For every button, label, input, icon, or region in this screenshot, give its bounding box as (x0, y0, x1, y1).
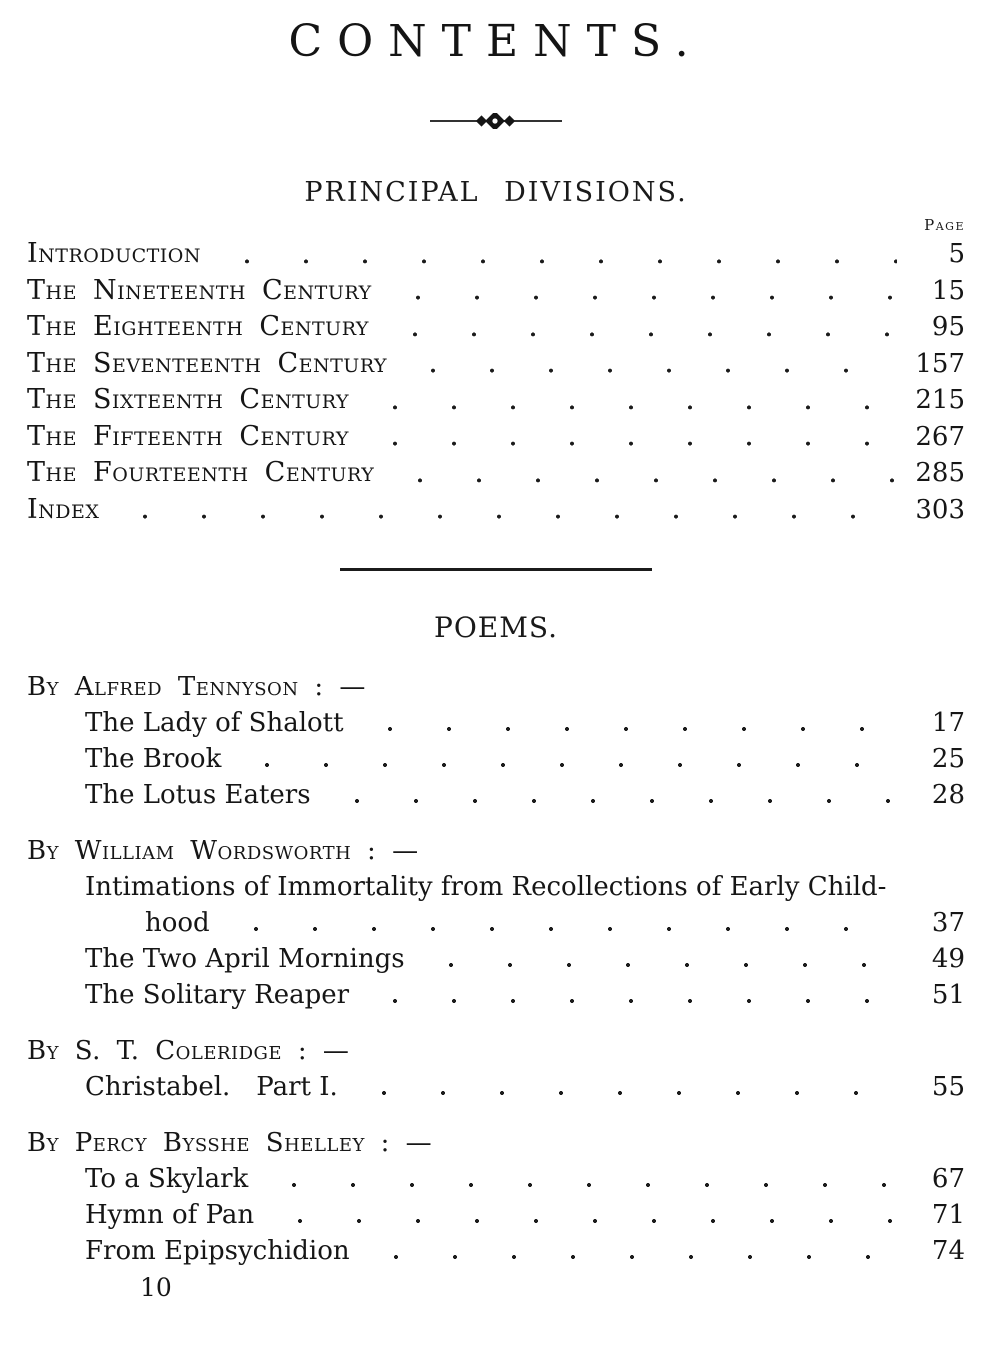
division-title: The Seventeenth Century (27, 347, 388, 379)
poem-page-number: 28 (931, 780, 965, 810)
dot-leader (217, 236, 897, 273)
poem-author: By Percy Bysshe Shelley : — (27, 1128, 433, 1158)
division-title: The Fourteenth Century (27, 457, 375, 488)
poem-page-number: 25 (931, 744, 965, 774)
poem-entry-row (85, 869, 965, 905)
division-title: The Eighteenth Century (27, 311, 369, 342)
division-page-number: 285 (915, 458, 965, 488)
dot-leader (270, 1197, 897, 1233)
poem-title: The Two April Mornings (85, 944, 405, 974)
poem-title: Hymn of Pan (85, 1200, 255, 1230)
poem-title: The Lady of Shalott (85, 708, 344, 738)
section-divider-rule (340, 568, 652, 571)
division-row (27, 419, 965, 456)
division-page-number: 267 (915, 421, 965, 452)
poem-page-number: 49 (931, 944, 965, 974)
poem-title: The Solitary Reaper (85, 980, 350, 1010)
poem-entry-row (85, 777, 965, 813)
dot-leader (360, 705, 897, 741)
division-title: The Fifteenth Century (27, 420, 349, 452)
poem-entries (27, 705, 965, 813)
division-page-number: 157 (915, 348, 965, 379)
poem-page-number: 74 (931, 1236, 965, 1266)
signature-mark: 10 (140, 1273, 172, 1302)
poem-title: The Brook (85, 744, 222, 774)
poem-author-group (27, 833, 965, 1013)
principal-divisions-heading: PRINCIPAL DIVISIONS. (304, 177, 688, 208)
poem-page-number: 67 (931, 1164, 965, 1194)
poem-title: Intimations of Immortality from Recollections of Early Child- (85, 872, 887, 902)
division-page-number: 5 (948, 239, 965, 269)
division-row (27, 309, 965, 346)
poem-entry-row (85, 1197, 965, 1233)
poem-entries (27, 869, 965, 1013)
division-title: Introduction (27, 238, 202, 269)
poem-author-group (27, 1033, 965, 1105)
division-title: The Nineteenth Century (27, 274, 372, 306)
dot-leader (366, 1233, 897, 1269)
division-page-number: 215 (915, 385, 965, 415)
poem-entry-row (85, 741, 965, 777)
poem-author: By Alfred Tennyson : — (27, 672, 366, 702)
dot-leader (327, 777, 897, 813)
poem-title: The Lotus Eaters (85, 780, 311, 810)
dot-leader (115, 492, 897, 529)
division-row (27, 455, 965, 492)
poem-page-number: 51 (931, 980, 965, 1010)
page-title: CONTENTS. (288, 16, 704, 67)
principal-divisions-list (27, 236, 965, 528)
poem-entry-row (85, 977, 965, 1013)
division-title: The Sixteenth Century (27, 384, 350, 415)
poem-entry-row (85, 1161, 965, 1197)
poem-page-number: 71 (931, 1200, 965, 1230)
dot-leader (390, 455, 897, 492)
poem-entry-row (85, 1233, 965, 1269)
poems-heading: POEMS. (434, 611, 558, 644)
division-row (27, 346, 965, 383)
ornament-fleuron-icon (430, 113, 562, 129)
division-row (27, 236, 965, 273)
poem-author: By S. T. Coleridge : — (27, 1036, 350, 1066)
poem-page-number: 55 (931, 1072, 965, 1102)
division-row (27, 273, 965, 310)
poem-entry-row (85, 1069, 965, 1105)
poem-entry-row (85, 705, 965, 741)
dot-leader (421, 941, 897, 977)
page-column-label: Page (924, 216, 965, 234)
division-title: Index (27, 493, 100, 525)
poem-entries (27, 1069, 965, 1105)
poem-author-group (27, 1125, 965, 1269)
dot-leader (365, 419, 897, 456)
division-row (27, 492, 965, 529)
dot-leader (264, 1161, 897, 1197)
dot-leader (354, 1069, 897, 1105)
division-row (27, 382, 965, 419)
division-page-number: 303 (915, 494, 965, 525)
poem-author-group (27, 669, 965, 813)
poem-title: From Epipsychidion (85, 1236, 350, 1266)
dot-leader (365, 977, 897, 1013)
poem-author: By William Wordsworth : — (27, 836, 419, 866)
poem-title: To a Skylark (85, 1164, 249, 1194)
poem-page-number: 37 (931, 908, 965, 938)
poems-list (27, 669, 965, 1269)
poem-entries (27, 1161, 965, 1269)
division-page-number: 95 (931, 312, 965, 342)
dot-leader (403, 346, 897, 383)
poem-entry-row (85, 905, 965, 941)
dot-leader (237, 741, 897, 777)
poem-page-number: 17 (931, 708, 965, 738)
dot-leader (388, 273, 897, 310)
poem-title: hood (145, 908, 210, 938)
section-divider-ornament (27, 113, 965, 133)
poem-entry-row (85, 941, 965, 977)
dot-leader (226, 905, 897, 941)
dot-leader (365, 382, 897, 419)
division-page-number: 15 (931, 275, 965, 306)
dot-leader (385, 309, 897, 346)
poem-title: Christabel. Part I. (85, 1072, 338, 1102)
